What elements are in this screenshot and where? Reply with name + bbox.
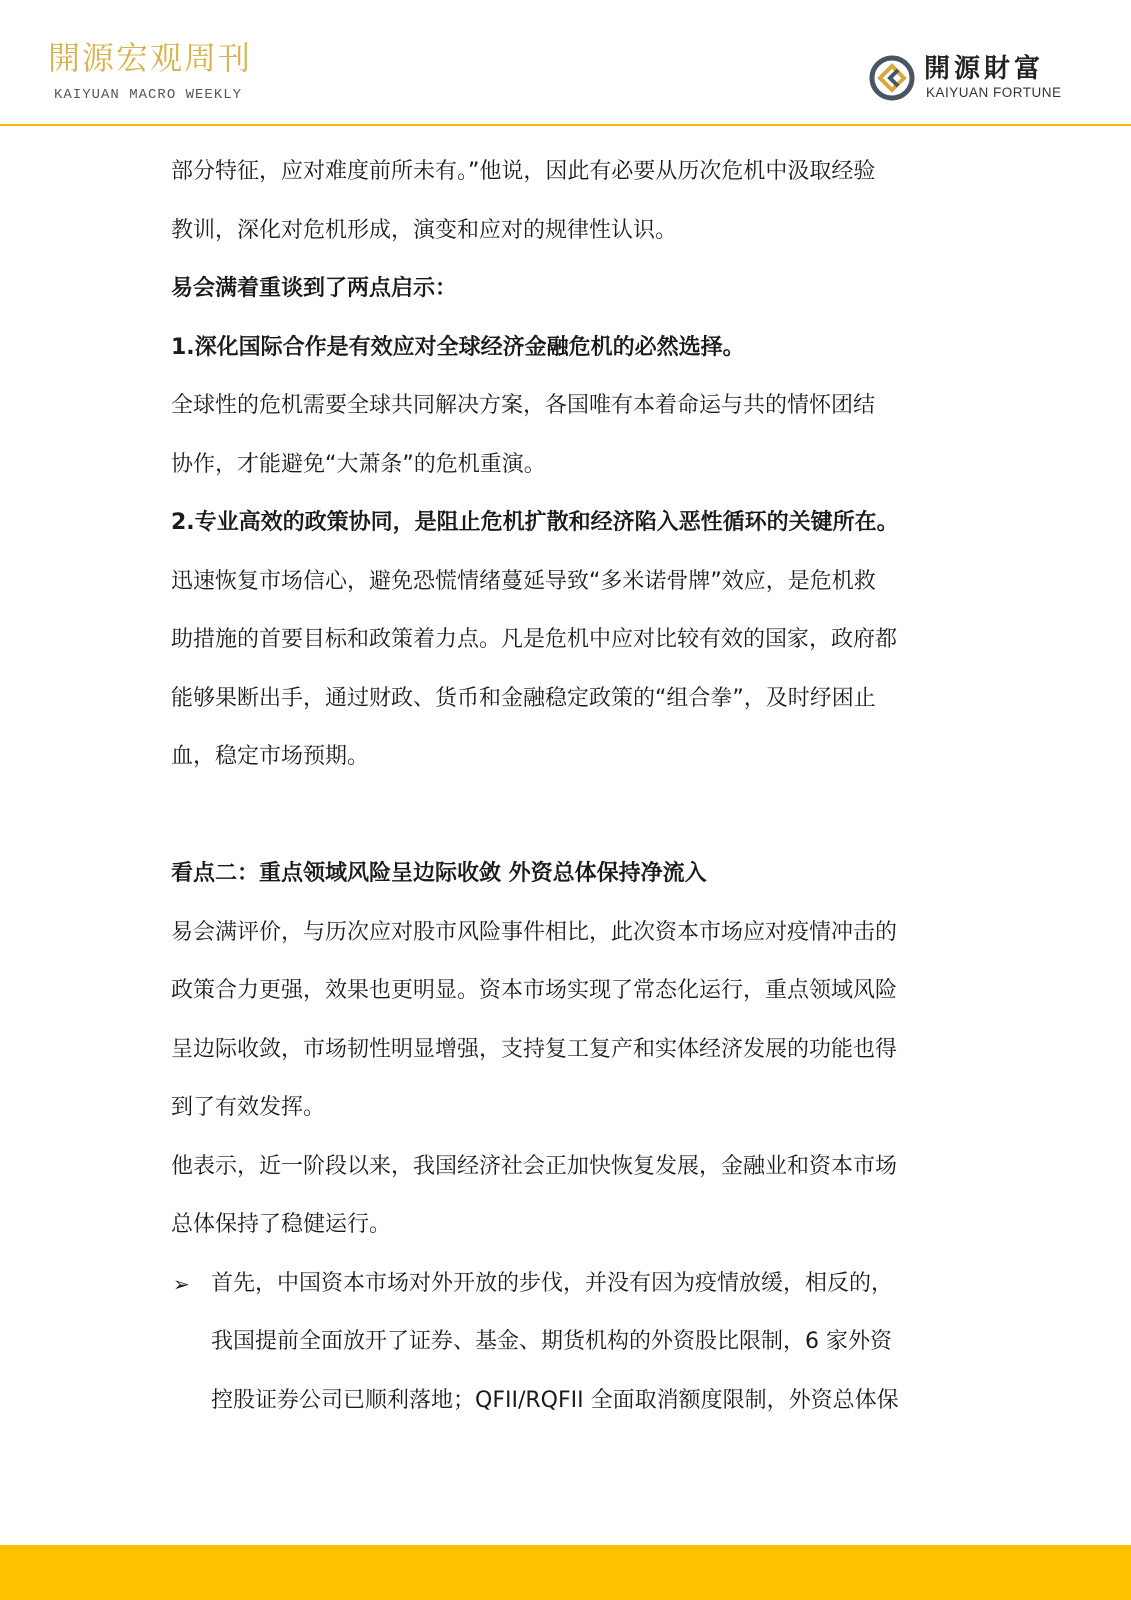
bullet-text-line: 我国提前全面放开了证券、基金、期货机构的外资股比限制，6 家外资 bbox=[211, 1329, 892, 1354]
body-paragraph-line: 助措施的首要目标和政策着力点。凡是危机中应对比较有效的国家，政府都 bbox=[171, 627, 898, 652]
numbered-heading-2: 2.专业高效的政策协同，是阻止危机扩散和经济陷入恶性循环的关键所在。 bbox=[171, 510, 899, 535]
company-logo bbox=[868, 52, 1088, 108]
body-paragraph-line: 到了有效发挥。 bbox=[171, 1095, 326, 1120]
header-divider bbox=[0, 124, 1131, 126]
kaiyuan-logo-icon bbox=[868, 54, 916, 102]
body-paragraph-line: 迅速恢复市场信心，避免恐慌情绪蔓延导致“多米诺骨牌”效应，是危机救 bbox=[171, 568, 876, 594]
section-spacer bbox=[171, 787, 961, 846]
bullet-text-line: 首先，中国资本市场对外开放的步伐，并没有因为疫情放缓，相反的， bbox=[211, 1270, 894, 1296]
arrow-bullet-icon: ➢ bbox=[173, 1271, 190, 1296]
body-paragraph-line: 部分特征，应对难度前所未有。”他说，因此有必要从历次危机中汲取经验 bbox=[171, 159, 876, 184]
body-paragraph-line: 易会满评价，与历次应对股市风险事件相比，此次资本市场应对疫情冲击的 bbox=[171, 919, 898, 945]
bullet-item bbox=[171, 1255, 961, 1431]
article-body bbox=[171, 143, 961, 1430]
numbered-heading-1: 1.深化国际合作是有效应对全球经济金融危机的必然选择。 bbox=[171, 334, 745, 360]
publication-title: 開源宏观周刊 bbox=[48, 39, 253, 77]
body-paragraph-line: 教训，深化对危机形成，演变和应对的规律性认识。 bbox=[171, 217, 678, 243]
logo-chinese-text: 開源財富 bbox=[924, 54, 1045, 84]
body-paragraph-line: 全球性的危机需要全球共同解决方案，各国唯有本着命运与共的情怀团结 bbox=[171, 393, 876, 418]
publication-subtitle: KAIYUAN MACRO WEEKLY bbox=[54, 87, 243, 103]
body-paragraph-line: 他表示，近一阶段以来，我国经济社会正加快恢复发展，金融业和资本市场 bbox=[171, 1153, 898, 1179]
bold-lead-line: 易会满着重谈到了两点启示： bbox=[171, 276, 458, 301]
body-paragraph-line: 呈边际收敛，市场韧性明显增强，支持复工复产和实体经济发展的功能也得 bbox=[171, 1036, 898, 1062]
body-paragraph-line: 协作，才能避免“大萧条”的危机重演。 bbox=[171, 451, 546, 477]
footer-bar bbox=[0, 1545, 1131, 1600]
page-header bbox=[0, 0, 1131, 128]
bullet-text-line: 控股证券公司已顺利落地；QFII/RQFII 全面取消额度限制，外资总体保 bbox=[211, 1387, 899, 1413]
body-paragraph-line: 政策合力更强，效果也更明显。资本市场实现了常态化运行，重点领域风险 bbox=[171, 978, 898, 1003]
body-paragraph-line: 总体保持了稳健运行。 bbox=[171, 1212, 392, 1237]
body-paragraph-line: 血，稳定市场预期。 bbox=[171, 744, 370, 769]
logo-english-text: KAIYUAN FORTUNE bbox=[926, 85, 1062, 100]
section-heading: 看点二：重点领域风险呈边际收敛 外资总体保持净流入 bbox=[171, 861, 707, 886]
body-paragraph-line: 能够果断出手，通过财政、货币和金融稳定政策的“组合拳”，及时纾困止 bbox=[171, 685, 876, 711]
